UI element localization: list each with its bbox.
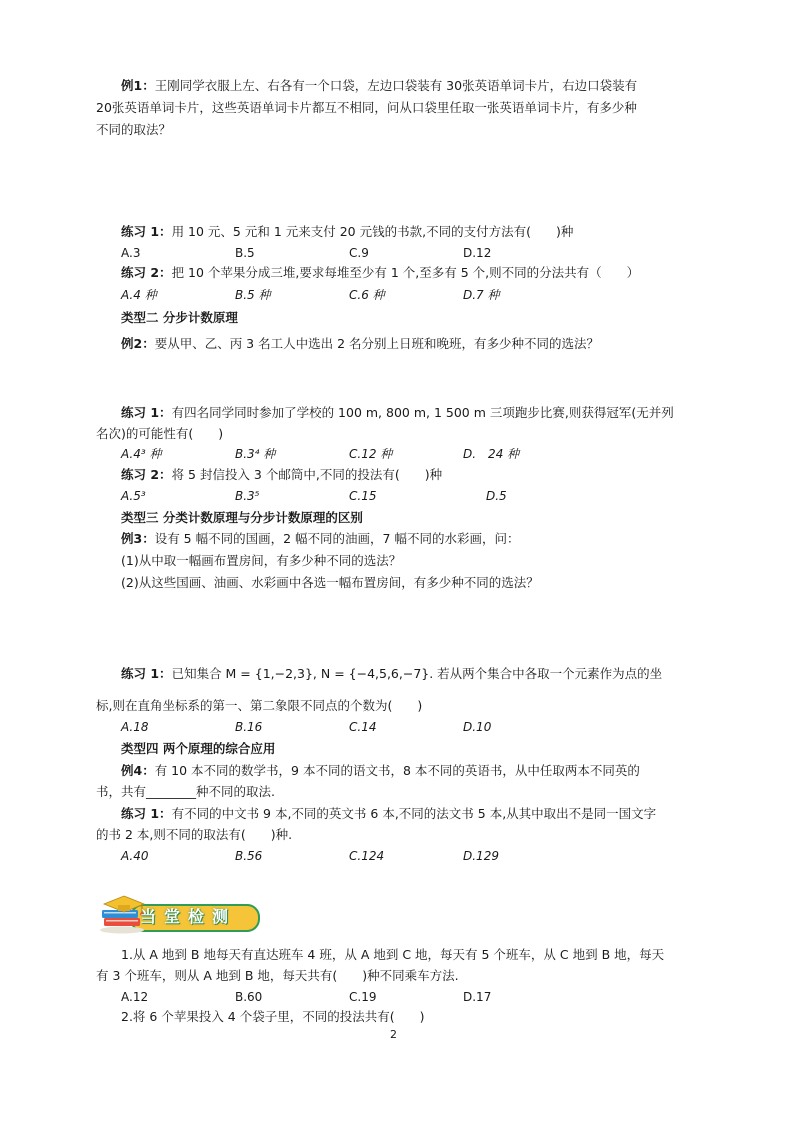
example-3-question-2: (2)从这些国画、油画、水彩画中各选一幅布置房间，有多少种不同的选法？ — [121, 575, 539, 590]
practice-3a-option-a: A.18 — [121, 720, 149, 734]
practice-1a — [121, 223, 573, 241]
practice-2a-text: 有四名同学同时参加了学校的 100 m, 800 m, 1 500 m 三项跑步比赛,则获得冠军(无并列 — [171, 405, 674, 420]
section-banner-class-test — [96, 893, 260, 935]
practice-2b-option-b: B.3⁵ — [235, 489, 260, 503]
practice-2a-label: 练习 1： — [121, 405, 172, 420]
practice-2b — [121, 466, 442, 484]
practice-1b-option-c: C.6 种 — [349, 288, 385, 302]
practice-2b-option-d: D.5 — [486, 489, 507, 503]
practice-4a-option-b: B.56 — [235, 849, 263, 863]
example-1-line-1 — [121, 77, 637, 95]
practice-2a-option-a: A.4³ 种 — [121, 447, 162, 461]
practice-3a-line-2: 标,则在直角坐标系的第一、第二象限不同点的个数为( ) — [96, 698, 423, 713]
practice-3a-label: 练习 1： — [121, 666, 172, 681]
practice-4a-option-d: D.129 — [463, 849, 499, 863]
practice-1b-option-a: A.4 种 — [121, 288, 157, 302]
example-4-label: 例4： — [121, 763, 155, 778]
test-question-1-line-2: 有 3 个班车，则从 A 地到 B 地，每天共有( )种不同乘车方法. — [96, 968, 459, 983]
example-3-label: 例3： — [121, 531, 155, 546]
page-number: 2 — [390, 1028, 397, 1041]
practice-1b-option-b: B.5 种 — [235, 288, 271, 302]
practice-1a-text: 用 10 元、5 元和 1 元来支付 20 元钱的书款,不同的支付方法有( )种 — [171, 224, 574, 239]
practice-3a-option-b: B.16 — [235, 720, 263, 734]
practice-2b-option-c: C.15 — [349, 489, 377, 503]
practice-2b-label: 练习 2： — [121, 467, 172, 482]
practice-2a-line-2: 名次)的可能性有( ) — [96, 426, 224, 441]
practice-1b-option-d: D.7 种 — [463, 288, 500, 302]
example-4-line-1 — [121, 762, 640, 780]
practice-4a-line-2: 的书 2 本,则不同的取法有( )种. — [96, 827, 293, 842]
section-title-type-3: 类型三 分类计数原理与分步计数原理的区别 — [121, 510, 363, 525]
example-1-text: 王刚同学衣服上左、右各有一个口袋，左边口袋装有 30张英语单词卡片，右边口袋装有 — [154, 78, 638, 93]
practice-4a-option-c: C.124 — [349, 849, 385, 863]
banner-title: 当堂检测 — [140, 907, 237, 926]
practice-1a-option-d: D.12 — [463, 246, 492, 260]
practice-1a-option-a: A.3 — [121, 246, 141, 260]
practice-3a-option-c: C.14 — [349, 720, 377, 734]
practice-4a-option-a: A.40 — [121, 849, 149, 863]
test-question-1-line-1: 1.从 A 地到 B 地每天有直达班车 4 班，从 A 地到 C 地，每天有 5 个班车，从 C 地到 B 地，每天 — [121, 947, 665, 962]
example-2-text: 要从甲、乙、丙 3 名工人中选出 2 名分别上日班和晚班，有多少种不同的选法？ — [154, 336, 600, 351]
example-4-line-2: 书，共有________种不同的取法. — [96, 784, 275, 799]
practice-3a-text: 已知集合 M = {1,−2,3}, N = {−4,5,6,−7}. 若从两个集合中各取一个元素作为点的坐 — [171, 666, 663, 681]
practice-1b — [121, 264, 639, 282]
practice-2a-line-1 — [121, 404, 674, 422]
test-question-1-option-a: A.12 — [121, 990, 149, 1004]
practice-3a-line-1 — [121, 665, 662, 683]
practice-4a-label: 练习 1： — [121, 806, 172, 821]
example-1-label: 例1： — [121, 78, 155, 93]
test-question-1-option-d: D.17 — [463, 990, 492, 1004]
practice-2b-option-a: A.5³ — [121, 489, 146, 503]
practice-4a-text: 有不同的中文书 9 本,不同的英文书 6 本,不同的法文书 5 本,从其中取出不是同一国文字 — [171, 806, 657, 821]
practice-2b-text: 将 5 封信投入 3 个邮筒中,不同的投法有( )种 — [171, 467, 443, 482]
practice-1a-label: 练习 1： — [121, 224, 172, 239]
example-2-label: 例2： — [121, 336, 155, 351]
practice-2a-option-d: D. 24 种 — [463, 447, 520, 461]
test-question-1-option-c: C.19 — [349, 990, 377, 1004]
section-title-type-2: 类型二 分步计数原理 — [121, 310, 238, 325]
test-question-1-option-b: B.60 — [235, 990, 263, 1004]
practice-2a-option-c: C.12 种 — [349, 447, 393, 461]
example-3 — [121, 530, 519, 548]
test-question-2: 2.将 6 个苹果投入 4 个袋子里，不同的投法共有( ) — [121, 1009, 425, 1024]
example-1-line-2: 20张英语单词卡片，这些英语单词卡片都互不相同，问从口袋里任取一张英语单词卡片，有多少种 — [96, 100, 637, 115]
example-1-line-3: 不同的取法？ — [96, 122, 172, 137]
section-title-type-4: 类型四 两个原理的综合应用 — [121, 741, 276, 756]
example-3-question-1: (1)从中取一幅画布置房间，有多少种不同的选法？ — [121, 553, 402, 568]
practice-4a-line-1 — [121, 805, 656, 823]
practice-1b-text: 把 10 个苹果分成三堆,要求每堆至少有 1 个,至多有 5 个,则不同的分法共有（ ） — [171, 265, 640, 280]
example-3-text: 设有 5 幅不同的国画，2 幅不同的油画，7 幅不同的水彩画，问： — [154, 531, 520, 546]
practice-3a-option-d: D.10 — [463, 720, 492, 734]
example-2 — [121, 335, 599, 353]
example-4-text: 有 10 本不同的数学书，9 本不同的语文书，8 本不同的英语书，从中任取两本不同英的 — [154, 763, 640, 778]
practice-1b-label: 练习 2： — [121, 265, 172, 280]
practice-1a-option-b: B.5 — [235, 246, 255, 260]
practice-2a-option-b: B.3⁴ 种 — [235, 447, 276, 461]
practice-1a-option-c: C.9 — [349, 246, 369, 260]
